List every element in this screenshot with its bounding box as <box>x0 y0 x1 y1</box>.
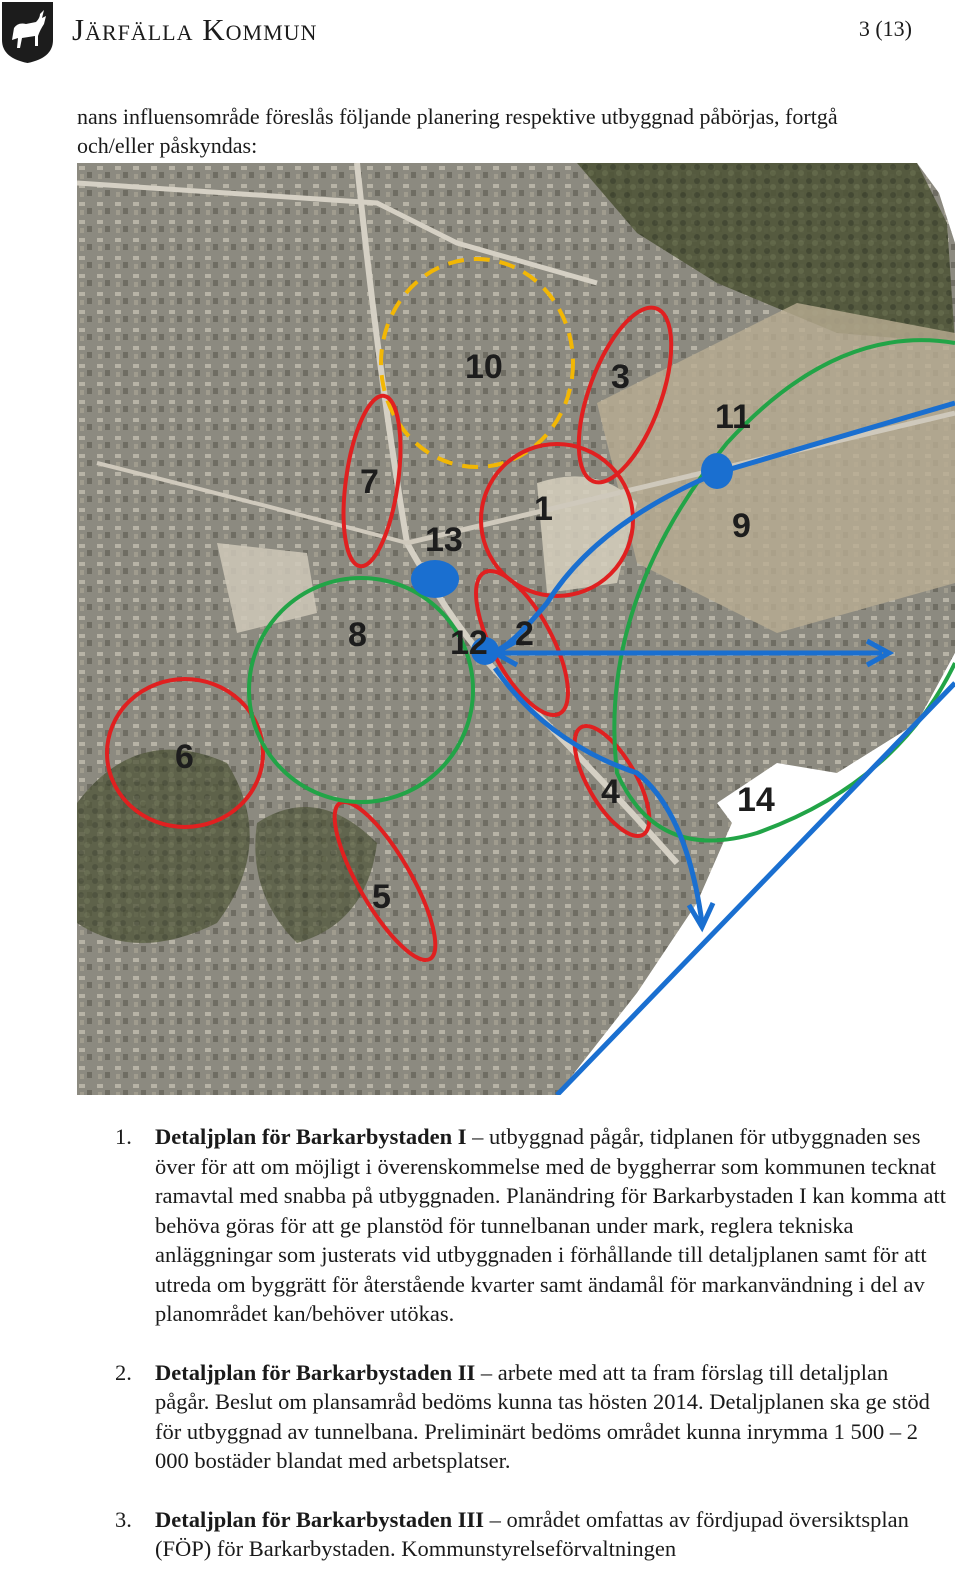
map-label-6: 6 <box>175 738 194 776</box>
list-item-title: Detaljplan för Barkarbystaden III <box>155 1506 484 1532</box>
map-label-3: 3 <box>611 358 630 396</box>
plan-list <box>77 1122 947 1593</box>
list-item-number: 2. <box>115 1359 132 1385</box>
list-item <box>77 1505 947 1564</box>
map-label-1: 1 <box>534 490 553 528</box>
station-11 <box>701 453 733 489</box>
list-item-text: – utbyggnad pågår, tidplanen för utbyggnaden ses över för att om möjligt i överenskommelse med de byggherrar som kommunen tecknat ramavtal med snabba på utbyggnaden. Planändring för Barkarbystaden I kan komma att behöva göras för att ge planstöd för tunnelbanan under mark, reglera tekniska anläggningar som justerats vid utbyggnaden i förhållande till detaljplanen samt för att utreda om byggrätt för återstående kvarter samt ändamål för markanvändning i del av planområdet kan/behöver utökas. <box>155 1124 947 1326</box>
map-label-5: 5 <box>372 878 391 916</box>
map-label-10: 10 <box>465 348 503 386</box>
map-label-7: 7 <box>360 463 379 501</box>
map-svg <box>77 163 955 1095</box>
list-item-title: Detaljplan för Barkarbystaden II <box>155 1359 476 1385</box>
map-label-13: 13 <box>425 521 463 559</box>
list-item <box>77 1358 947 1476</box>
map-label-4: 4 <box>601 773 620 811</box>
municipality-shield-icon <box>0 0 55 64</box>
list-item-title: Detaljplan för Barkarbystaden I <box>155 1124 467 1149</box>
map-label-12: 12 <box>450 624 488 662</box>
map-label-11: 11 <box>715 398 751 436</box>
list-item-text: – området omfattas av fördjupad översiktsplan (FÖP) för Barkarbystaden. Kommunstyrelseförvaltningen <box>155 1506 909 1561</box>
map-label-8: 8 <box>348 616 367 654</box>
list-item-number: 1. <box>115 1124 132 1149</box>
map-label-2: 2 <box>515 615 534 653</box>
list-item-text: – arbete med att ta fram förslag till detaljplan pågår. Beslut om plansamråd bedöms kunna tas hösten 2014. Detaljplanen ska ge stöd för utbyggnad av tunnelbana. Preliminärt bedöms området kunna inrymma 1 500 – 2 000 bostäder blandat med arbetsplatser. <box>155 1359 930 1473</box>
municipality-wordmark: Järfälla Kommun <box>72 12 318 47</box>
list-item-number: 3. <box>115 1506 132 1532</box>
planning-map <box>77 163 955 1095</box>
map-label-9: 9 <box>732 507 751 545</box>
intro-paragraph: nans influensområde föreslås följande planering respektive utbyggnad påbörjas, fortgå och/eller påskyndas: <box>77 104 838 158</box>
map-label-14: 14 <box>737 781 775 819</box>
page-header <box>0 0 960 70</box>
page-number: 3 (13) <box>858 16 912 41</box>
list-item <box>77 1122 947 1329</box>
station-13 <box>411 560 459 598</box>
